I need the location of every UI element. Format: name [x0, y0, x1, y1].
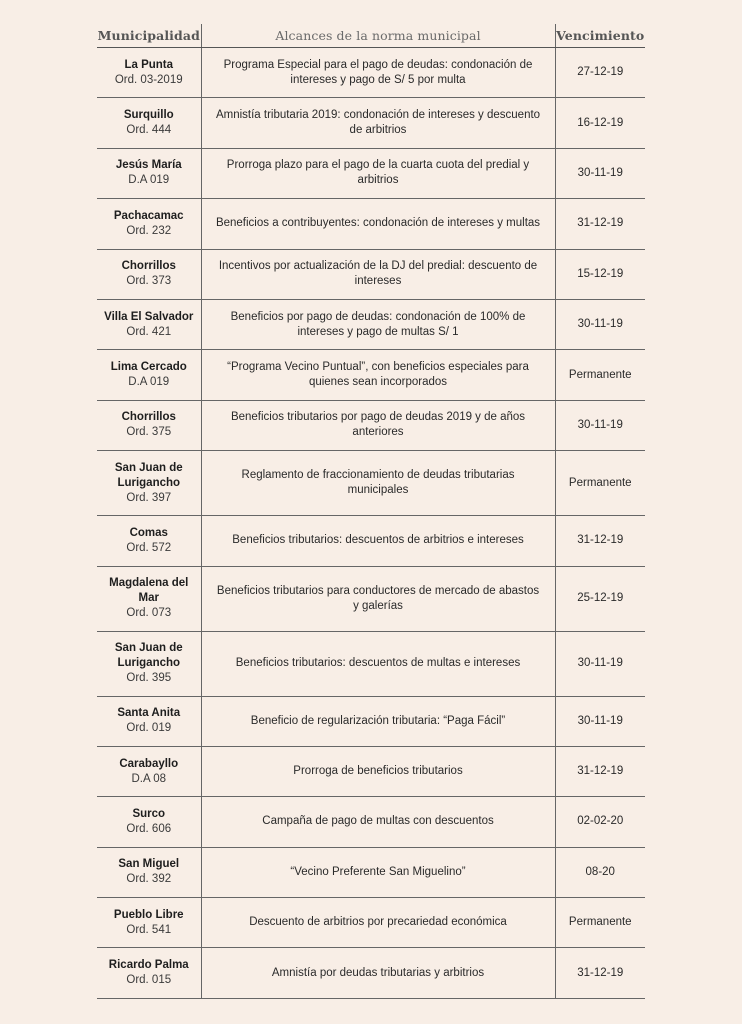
- table-row: [97, 746, 645, 796]
- norm-scope-cell: Incentivos por actualización de la DJ del predial: descuento de intereses: [201, 249, 555, 299]
- ordinance-number: Ord. 375: [126, 426, 172, 439]
- ordinance-number: Ord. 392: [126, 873, 172, 886]
- ordinance-number: Ord. 395: [126, 672, 172, 685]
- municipality-name: Lima Cercado: [110, 361, 187, 374]
- norm-scope-cell: Amnistía por deudas tributarias y arbitrios: [201, 948, 555, 998]
- norm-scope-cell: Beneficios tributarios: descuentos de arbitrios e intereses: [201, 516, 555, 566]
- norm-scope-cell: Descuento de arbitrios por precariedad económica: [201, 898, 555, 948]
- ordinance-number: Ord. 444: [126, 124, 172, 137]
- expiration-cell: 31-12-19: [555, 516, 645, 566]
- expiration-cell: 30-11-19: [555, 631, 645, 696]
- municipality-cell: [97, 746, 201, 796]
- table-row: [97, 148, 645, 198]
- municipality-cell: [97, 299, 201, 349]
- municipality-name: Comas: [129, 526, 168, 539]
- header-municipalidad: Municipalidad: [97, 24, 201, 48]
- ordinance-number: Ord. 015: [126, 974, 172, 987]
- expiration-cell: 30-11-19: [555, 148, 645, 198]
- municipality-name: Santa Anita: [117, 707, 181, 720]
- municipality-cell: [97, 696, 201, 746]
- municipality-name: Pueblo Libre: [113, 908, 184, 921]
- ordinance-number: Ord. 373: [126, 275, 172, 288]
- municipality-cell: [97, 249, 201, 299]
- header-alcances: Alcances de la norma municipal: [201, 24, 555, 48]
- expiration-cell: 02-02-20: [555, 797, 645, 847]
- norm-scope-cell: Reglamento de fraccionamiento de deudas tributarias municipales: [201, 451, 555, 516]
- expiration-cell: 08-20: [555, 847, 645, 897]
- table-row: [97, 299, 645, 349]
- table-row: [97, 631, 645, 696]
- municipality-name: San Miguel: [118, 858, 180, 871]
- municipality-cell: [97, 48, 201, 98]
- table-row: [97, 400, 645, 450]
- municipality-cell: [97, 451, 201, 516]
- ordinance-number: Ord. 019: [126, 722, 172, 735]
- table-row: [97, 451, 645, 516]
- table-row: [97, 898, 645, 948]
- table-row: [97, 249, 645, 299]
- municipality-cell: [97, 898, 201, 948]
- table-row: [97, 566, 645, 631]
- norm-scope-cell: “Programa Vecino Puntual”, con beneficios especiales para quienes sean incorporados: [201, 350, 555, 400]
- expiration-cell: 25-12-19: [555, 566, 645, 631]
- expiration-cell: 15-12-19: [555, 249, 645, 299]
- ordinance-number: Ord. 572: [126, 541, 172, 554]
- table-row: [97, 350, 645, 400]
- table-row: [97, 48, 645, 98]
- municipality-cell: [97, 847, 201, 897]
- norm-scope-cell: Beneficios tributarios: descuentos de multas e intereses: [201, 631, 555, 696]
- municipality-name: Chorrillos: [121, 411, 176, 424]
- table-body: [97, 48, 645, 999]
- municipality-name: Magdalena del Mar: [109, 577, 189, 605]
- norm-scope-cell: Programa Especial para el pago de deudas: condonación de intereses y pago de S/ 5 por multa: [201, 48, 555, 98]
- ordinance-number: Ord. 421: [126, 325, 172, 338]
- ordinance-number: Ord. 03-2019: [114, 73, 183, 86]
- municipality-name: Chorrillos: [121, 260, 176, 273]
- municipality-cell: [97, 98, 201, 148]
- expiration-cell: 31-12-19: [555, 746, 645, 796]
- expiration-cell: Permanente: [555, 451, 645, 516]
- expiration-cell: 31-12-19: [555, 199, 645, 249]
- municipality-cell: [97, 516, 201, 566]
- table-row: [97, 696, 645, 746]
- municipality-name: San Juan de Lurigancho: [114, 642, 183, 670]
- municipality-cell: [97, 199, 201, 249]
- municipality-name: Surco: [132, 807, 166, 820]
- expiration-cell: 16-12-19: [555, 98, 645, 148]
- municipal-norms-table: [97, 24, 645, 999]
- norm-scope-cell: Campaña de pago de multas con descuentos: [201, 797, 555, 847]
- norm-scope-cell: Beneficios tributarios por pago de deudas 2019 y de años anteriores: [201, 400, 555, 450]
- norm-scope-cell: Beneficio de regularización tributaria: “Paga Fácil”: [201, 696, 555, 746]
- ordinance-number: D.A 08: [131, 772, 167, 785]
- table-row: [97, 797, 645, 847]
- table-row: [97, 948, 645, 998]
- municipality-name: Carabayllo: [119, 757, 179, 770]
- ordinance-number: Ord. 073: [126, 607, 172, 620]
- municipality-name: Ricardo Palma: [108, 959, 189, 972]
- expiration-cell: Permanente: [555, 350, 645, 400]
- norm-scope-cell: Amnistía tributaria 2019: condonación de intereses y descuento de arbitrios: [201, 98, 555, 148]
- table-header: [97, 24, 645, 48]
- expiration-cell: 31-12-19: [555, 948, 645, 998]
- municipality-name: Surquillo: [123, 109, 174, 122]
- municipality-name: Pachacamac: [113, 209, 184, 222]
- municipality-name: Jesús María: [115, 159, 182, 172]
- table-row: [97, 199, 645, 249]
- ordinance-number: Ord. 606: [126, 822, 172, 835]
- norm-scope-cell: Beneficios por pago de deudas: condonación de 100% de intereses y pago de multas S/ 1: [201, 299, 555, 349]
- expiration-cell: Permanente: [555, 898, 645, 948]
- municipality-cell: [97, 148, 201, 198]
- ordinance-number: D.A 019: [128, 376, 170, 389]
- norm-scope-cell: Prorroga plazo para el pago de la cuarta cuota del predial y arbitrios: [201, 148, 555, 198]
- municipality-cell: [97, 797, 201, 847]
- municipality-name: San Juan de Lurigancho: [114, 461, 183, 489]
- municipality-cell: [97, 948, 201, 998]
- municipality-name: La Punta: [124, 58, 174, 71]
- municipality-cell: [97, 631, 201, 696]
- municipality-name: Villa El Salvador: [104, 310, 194, 323]
- expiration-cell: 30-11-19: [555, 299, 645, 349]
- expiration-cell: 30-11-19: [555, 400, 645, 450]
- header-vencimiento: Vencimiento: [555, 24, 645, 48]
- table-row: [97, 98, 645, 148]
- municipality-cell: [97, 566, 201, 631]
- municipality-cell: [97, 400, 201, 450]
- table-row: [97, 847, 645, 897]
- expiration-cell: 27-12-19: [555, 48, 645, 98]
- norm-scope-cell: Beneficios tributarios para conductores de mercado de abastos y galerías: [201, 566, 555, 631]
- norm-scope-cell: Beneficios a contribuyentes: condonación de intereses y multas: [201, 199, 555, 249]
- ordinance-number: Ord. 232: [126, 224, 172, 237]
- table-row: [97, 516, 645, 566]
- norm-scope-cell: Prorroga de beneficios tributarios: [201, 746, 555, 796]
- ordinance-number: Ord. 397: [126, 491, 172, 504]
- municipality-cell: [97, 350, 201, 400]
- norm-scope-cell: “Vecino Preferente San Miguelino”: [201, 847, 555, 897]
- ordinance-number: D.A 019: [128, 174, 170, 187]
- ordinance-number: Ord. 541: [126, 923, 172, 936]
- municipal-norms-table-container: [97, 24, 645, 999]
- expiration-cell: 30-11-19: [555, 696, 645, 746]
